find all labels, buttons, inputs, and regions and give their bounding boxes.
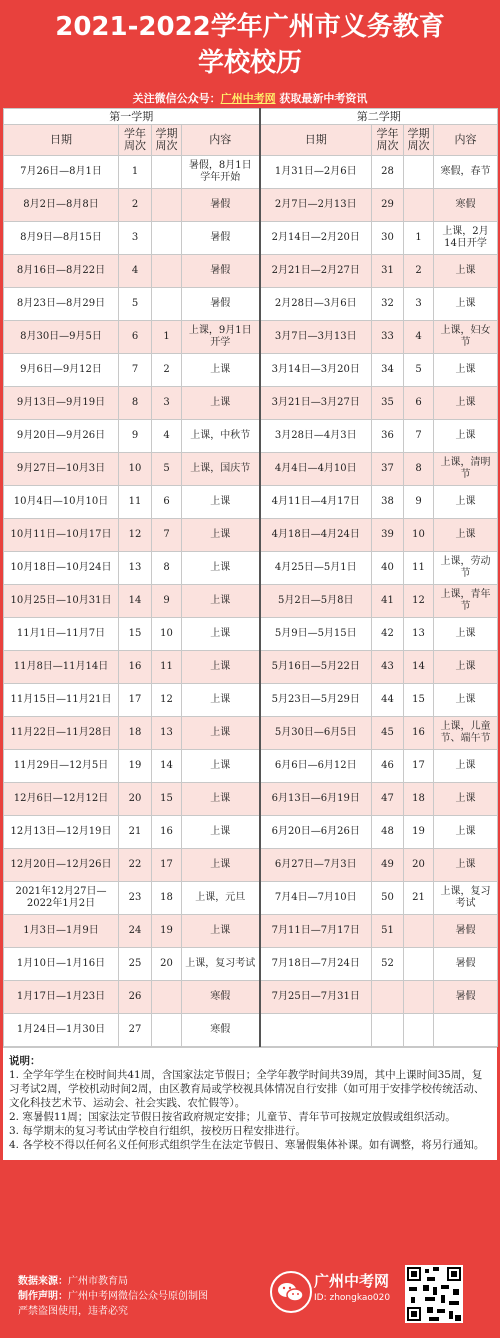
note-item: 4. 各学校不得以任何名义任何形式组织学生在法定节假日、寒暑假集体补课。如有调整，将另行通知。 (9, 1139, 485, 1151)
cell-term-week-1 (152, 288, 182, 321)
cell-date-1: 9月6日—9月12日 (4, 354, 119, 387)
cell-content-1: 上课 (182, 552, 260, 585)
cell-date-1: 9月13日—9月19日 (4, 387, 119, 420)
cell-term-week-2 (404, 156, 434, 189)
table-row (4, 189, 498, 222)
cell-content-2: 上课，2月14日开学 (434, 222, 498, 255)
cell-term-week-1: 20 (152, 948, 182, 981)
table-row (4, 519, 498, 552)
cell-date-1: 1月10日—1月16日 (4, 948, 119, 981)
cell-date-2: 5月2日—5月8日 (260, 585, 372, 618)
cell-year-week-1: 7 (119, 354, 152, 387)
cell-term-week-1: 4 (152, 420, 182, 453)
cell-date-1: 1月3日—1月9日 (4, 915, 119, 948)
table-row (4, 387, 498, 420)
cell-date-2: 4月25日—5月1日 (260, 552, 372, 585)
page-title-line2: 学校校历 (197, 48, 302, 78)
cell-term-week-1: 9 (152, 585, 182, 618)
cell-year-week-1: 20 (119, 783, 152, 816)
cell-content-2: 寒假 (434, 189, 498, 222)
cell-date-2: 6月6日—6月12日 (260, 750, 372, 783)
cell-content-1: 暑假 (182, 255, 260, 288)
cell-content-2: 上课 (434, 618, 498, 651)
credit-line (18, 1290, 208, 1303)
cell-term-week-1: 5 (152, 453, 182, 486)
cell-date-2: 2月7日—2月13日 (260, 189, 372, 222)
subtitle-suffix: 获取最新中考资讯 (275, 92, 368, 105)
cell-year-week-2: 32 (372, 288, 404, 321)
footer (0, 1255, 500, 1338)
cell-term-week-1: 14 (152, 750, 182, 783)
cell-content-1: 上课 (182, 915, 260, 948)
cell-date-1: 1月17日—1月23日 (4, 981, 119, 1014)
qr-code-icon[interactable] (405, 1265, 463, 1323)
cell-year-week-2 (372, 981, 404, 1014)
cell-content-1: 暑假 (182, 189, 260, 222)
credit-label: 制作声明： (18, 1291, 68, 1302)
cell-year-week-2: 37 (372, 453, 404, 486)
cell-year-week-1: 12 (119, 519, 152, 552)
cell-date-1: 2021年12月27日—2022年1月2日 (4, 882, 119, 915)
cell-year-week-2: 42 (372, 618, 404, 651)
cell-year-week-2: 28 (372, 156, 404, 189)
col-content-2: 内容 (434, 125, 498, 156)
cell-term-week-1: 15 (152, 783, 182, 816)
note-item: 1. 全学年学生在校时间共41周，含国家法定节假日；全学年教学时间共39周，其中上课时间35周，复习考试2周，学校机动时间2周，由区教育局或学校视具体情况自行安排（如可用于安排学校传统活动、文化科技艺术节、运动会、社会实践、农忙假等）。 (9, 1069, 485, 1109)
cell-date-2: 7月18日—7月24日 (260, 948, 372, 981)
cell-content-2 (434, 1014, 498, 1047)
col-date-1: 日期 (4, 125, 119, 156)
cell-term-week-2: 18 (404, 783, 434, 816)
cell-year-week-2: 43 (372, 651, 404, 684)
brand-name: 广州中考网 (314, 1272, 390, 1290)
cell-date-2: 3月14日—3月20日 (260, 354, 372, 387)
col-year-week-1: 学年周次 (119, 125, 152, 156)
table-row (4, 585, 498, 618)
table-row (4, 354, 498, 387)
cell-date-2: 4月11日—4月17日 (260, 486, 372, 519)
cell-year-week-1: 24 (119, 915, 152, 948)
cell-year-week-2: 30 (372, 222, 404, 255)
cell-term-week-2: 7 (404, 420, 434, 453)
table-row (4, 750, 498, 783)
cell-term-week-2: 6 (404, 387, 434, 420)
cell-date-1: 11月15日—11月21日 (4, 684, 119, 717)
note-item: 3. 每学期末的复习考试由学校自行组织，按校历日程安排进行。 (9, 1125, 306, 1137)
cell-content-1: 上课 (182, 387, 260, 420)
cell-term-week-2: 9 (404, 486, 434, 519)
table-row (4, 618, 498, 651)
cell-year-week-1: 23 (119, 882, 152, 915)
cell-content-2: 上课 (434, 519, 498, 552)
cell-year-week-1: 16 (119, 651, 152, 684)
cell-date-1: 11月8日—11月14日 (4, 651, 119, 684)
cell-content-2: 上课 (434, 816, 498, 849)
cell-year-week-1: 8 (119, 387, 152, 420)
cell-date-1: 7月26日—8月1日 (4, 156, 119, 189)
cell-year-week-1: 22 (119, 849, 152, 882)
col-year-week-2: 学年周次 (372, 125, 404, 156)
cell-content-1: 上课 (182, 684, 260, 717)
table-row (4, 717, 498, 750)
cell-content-2: 上课 (434, 750, 498, 783)
table-row (4, 222, 498, 255)
cell-term-week-1 (152, 981, 182, 1014)
cell-year-week-1: 21 (119, 816, 152, 849)
table-row (4, 882, 498, 915)
cell-date-2: 7月11日—7月17日 (260, 915, 372, 948)
cell-term-week-1: 13 (152, 717, 182, 750)
cell-year-week-2: 34 (372, 354, 404, 387)
cell-date-2: 7月4日—7月10日 (260, 882, 372, 915)
cell-year-week-2: 46 (372, 750, 404, 783)
cell-content-1: 上课 (182, 519, 260, 552)
cell-content-1: 暑假 (182, 222, 260, 255)
cell-content-2: 上课，青年节 (434, 585, 498, 618)
cell-year-week-2: 44 (372, 684, 404, 717)
cell-year-week-1: 18 (119, 717, 152, 750)
cell-year-week-2: 38 (372, 486, 404, 519)
cell-term-week-1 (152, 1014, 182, 1047)
cell-year-week-1: 11 (119, 486, 152, 519)
cell-date-1: 11月22日—11月28日 (4, 717, 119, 750)
cell-date-1: 8月23日—8月29日 (4, 288, 119, 321)
cell-term-week-2: 15 (404, 684, 434, 717)
cell-term-week-2: 16 (404, 717, 434, 750)
cell-content-1: 上课 (182, 717, 260, 750)
cell-content-2: 上课 (434, 783, 498, 816)
cell-content-2: 暑假 (434, 981, 498, 1014)
page-title-line1: 2021-2022学年广州市义务教育 (55, 12, 445, 42)
credit-value: 广州中考网微信公众号原创制图 (68, 1291, 208, 1302)
cell-term-week-1: 6 (152, 486, 182, 519)
cell-content-2: 上课 (434, 420, 498, 453)
cell-term-week-1 (152, 255, 182, 288)
cell-date-2: 2月21日—2月27日 (260, 255, 372, 288)
cell-term-week-2: 11 (404, 552, 434, 585)
cell-year-week-2: 47 (372, 783, 404, 816)
cell-term-week-2: 14 (404, 651, 434, 684)
cell-term-week-2: 4 (404, 321, 434, 354)
cell-term-week-1: 16 (152, 816, 182, 849)
cell-content-2: 暑假 (434, 948, 498, 981)
cell-content-1: 上课，元旦 (182, 882, 260, 915)
cell-date-2: 5月30日—6月5日 (260, 717, 372, 750)
cell-year-week-2: 29 (372, 189, 404, 222)
cell-date-1: 12月13日—12月19日 (4, 816, 119, 849)
col-date-2: 日期 (260, 125, 372, 156)
cell-year-week-1: 25 (119, 948, 152, 981)
cell-content-2: 寒假，春节 (434, 156, 498, 189)
table-row (4, 156, 498, 189)
cell-term-week-1: 12 (152, 684, 182, 717)
table-row (4, 255, 498, 288)
cell-content-1: 暑假，8月1日学年开始 (182, 156, 260, 189)
cell-term-week-1: 8 (152, 552, 182, 585)
cell-content-1: 寒假 (182, 1014, 260, 1047)
col-term-week-2: 学期周次 (404, 125, 434, 156)
cell-content-1: 上课，中秋节 (182, 420, 260, 453)
cell-year-week-2: 41 (372, 585, 404, 618)
cell-term-week-2: 12 (404, 585, 434, 618)
cell-year-week-1: 2 (119, 189, 152, 222)
cell-term-week-2: 17 (404, 750, 434, 783)
cell-content-2: 上课 (434, 354, 498, 387)
table-row (4, 816, 498, 849)
table-row (4, 552, 498, 585)
cell-term-week-2 (404, 1014, 434, 1047)
cell-year-week-1: 6 (119, 321, 152, 354)
cell-term-week-2: 3 (404, 288, 434, 321)
cell-term-week-2: 8 (404, 453, 434, 486)
semester-header-row (4, 109, 498, 125)
cell-year-week-2: 49 (372, 849, 404, 882)
cell-year-week-2: 45 (372, 717, 404, 750)
cell-term-week-2: 5 (404, 354, 434, 387)
cell-content-1: 上课 (182, 651, 260, 684)
cell-term-week-2: 13 (404, 618, 434, 651)
header (0, 0, 500, 108)
cell-term-week-1: 1 (152, 321, 182, 354)
table-row (4, 453, 498, 486)
cell-date-1: 8月9日—8月15日 (4, 222, 119, 255)
table-row (4, 288, 498, 321)
cell-term-week-2 (404, 189, 434, 222)
cell-content-1: 上课 (182, 354, 260, 387)
cell-term-week-1 (152, 222, 182, 255)
cell-year-week-1: 9 (119, 420, 152, 453)
cell-date-2: 5月16日—5月22日 (260, 651, 372, 684)
subtitle-prefix: 关注微信公众号： (132, 92, 221, 105)
cell-date-1: 10月4日—10月10日 (4, 486, 119, 519)
cell-term-week-1: 7 (152, 519, 182, 552)
cell-term-week-2: 21 (404, 882, 434, 915)
cell-content-1: 暑假 (182, 288, 260, 321)
cell-term-week-2: 1 (404, 222, 434, 255)
cell-content-2: 上课 (434, 849, 498, 882)
table-row (4, 915, 498, 948)
cell-date-1: 9月27日—10月3日 (4, 453, 119, 486)
col-term-week-1: 学期周次 (152, 125, 182, 156)
cell-content-1: 上课 (182, 849, 260, 882)
cell-date-2 (260, 1014, 372, 1047)
cell-year-week-1: 13 (119, 552, 152, 585)
cell-year-week-1: 15 (119, 618, 152, 651)
cell-year-week-1: 14 (119, 585, 152, 618)
cell-date-2: 3月7日—3月13日 (260, 321, 372, 354)
cell-content-2: 上课 (434, 288, 498, 321)
cell-date-1: 8月2日—8月8日 (4, 189, 119, 222)
cell-date-2: 6月20日—6月26日 (260, 816, 372, 849)
cell-term-week-1: 11 (152, 651, 182, 684)
cell-term-week-2: 19 (404, 816, 434, 849)
cell-content-1: 上课 (182, 618, 260, 651)
source-label: 数据来源： (18, 1276, 68, 1287)
cell-date-2: 1月31日—2月6日 (260, 156, 372, 189)
cell-year-week-1: 5 (119, 288, 152, 321)
cell-year-week-2: 51 (372, 915, 404, 948)
note-item: 2. 寒暑假11周；国家法定节假日按省政府规定安排；儿童节、青年节可按规定放假或组织活动。 (9, 1111, 456, 1123)
cell-year-week-2: 39 (372, 519, 404, 552)
cell-date-1: 10月18日—10月24日 (4, 552, 119, 585)
cell-content-1: 寒假 (182, 981, 260, 1014)
cell-content-1: 上课 (182, 750, 260, 783)
cell-date-1: 12月20日—12月26日 (4, 849, 119, 882)
table-row (4, 948, 498, 981)
cell-content-1: 上课 (182, 783, 260, 816)
brand-id: ID: zhongkao020 (314, 1293, 391, 1303)
table-row (4, 321, 498, 354)
table-row (4, 486, 498, 519)
cell-date-1: 8月30日—9月5日 (4, 321, 119, 354)
calendar-table (3, 108, 498, 1047)
cell-date-1: 12月6日—12月12日 (4, 783, 119, 816)
cell-content-1: 上课 (182, 585, 260, 618)
cell-date-2: 5月23日—5月29日 (260, 684, 372, 717)
table-row (4, 1014, 498, 1047)
semester1-title: 第一学期 (4, 109, 260, 125)
cell-date-2: 4月18日—4月24日 (260, 519, 372, 552)
cell-term-week-1: 3 (152, 387, 182, 420)
cell-year-week-2 (372, 1014, 404, 1047)
cell-year-week-2: 50 (372, 882, 404, 915)
copyright-warning: 严禁盗图使用，违者必究 (18, 1306, 128, 1317)
cell-content-2: 上课 (434, 684, 498, 717)
cell-content-2: 上课，复习考试 (434, 882, 498, 915)
table-row (4, 651, 498, 684)
calendar-card (3, 108, 497, 1047)
cell-content-2: 上课，儿童节、端午节 (434, 717, 498, 750)
cell-year-week-2: 40 (372, 552, 404, 585)
cell-year-week-2: 33 (372, 321, 404, 354)
cell-year-week-1: 4 (119, 255, 152, 288)
cell-date-2: 7月25日—7月31日 (260, 981, 372, 1014)
cell-date-2: 2月28日—3月6日 (260, 288, 372, 321)
cell-date-2: 3月21日—3月27日 (260, 387, 372, 420)
cell-term-week-1: 19 (152, 915, 182, 948)
source-line (18, 1275, 128, 1288)
semester2-title: 第二学期 (260, 109, 498, 125)
cell-year-week-1: 27 (119, 1014, 152, 1047)
cell-date-1: 8月16日—8月22日 (4, 255, 119, 288)
cell-date-1: 10月25日—10月31日 (4, 585, 119, 618)
cell-date-2: 2月14日—2月20日 (260, 222, 372, 255)
cell-term-week-1 (152, 156, 182, 189)
cell-term-week-1: 18 (152, 882, 182, 915)
cell-year-week-2: 52 (372, 948, 404, 981)
column-header-row (4, 125, 498, 156)
cell-term-week-2: 2 (404, 255, 434, 288)
cell-content-2: 上课，劳动节 (434, 552, 498, 585)
cell-year-week-1: 3 (119, 222, 152, 255)
cell-content-1: 上课，国庆节 (182, 453, 260, 486)
cell-content-2: 上课，清明节 (434, 453, 498, 486)
cell-term-week-1: 10 (152, 618, 182, 651)
cell-date-1: 10月11日—10月17日 (4, 519, 119, 552)
cell-content-1: 上课，复习考试 (182, 948, 260, 981)
cell-date-1: 11月1日—11月7日 (4, 618, 119, 651)
cell-term-week-2: 10 (404, 519, 434, 552)
cell-term-week-2 (404, 948, 434, 981)
cell-term-week-1: 2 (152, 354, 182, 387)
cell-year-week-1: 10 (119, 453, 152, 486)
table-row (4, 849, 498, 882)
cell-date-1: 1月24日—1月30日 (4, 1014, 119, 1047)
cell-content-1: 上课，9月1日开学 (182, 321, 260, 354)
cell-year-week-1: 19 (119, 750, 152, 783)
cell-date-1: 11月29日—12月5日 (4, 750, 119, 783)
cell-term-week-2 (404, 915, 434, 948)
cell-date-2: 6月13日—6月19日 (260, 783, 372, 816)
table-row (4, 981, 498, 1014)
cell-content-2: 上课 (434, 486, 498, 519)
table-row (4, 783, 498, 816)
cell-year-week-1: 26 (119, 981, 152, 1014)
table-row (4, 420, 498, 453)
cell-date-2: 3月28日—4月3日 (260, 420, 372, 453)
cell-date-2: 5月9日—5月15日 (260, 618, 372, 651)
cell-date-2: 4月4日—4月10日 (260, 453, 372, 486)
table-row (4, 684, 498, 717)
cell-content-2: 暑假 (434, 915, 498, 948)
cell-date-2: 6月27日—7月3日 (260, 849, 372, 882)
cell-year-week-1: 17 (119, 684, 152, 717)
cell-content-2: 上课 (434, 255, 498, 288)
col-content-1: 内容 (182, 125, 260, 156)
notes (3, 1047, 497, 1160)
cell-year-week-2: 35 (372, 387, 404, 420)
cell-year-week-2: 48 (372, 816, 404, 849)
cell-term-week-1 (152, 189, 182, 222)
cell-term-week-2 (404, 981, 434, 1014)
cell-content-1: 上课 (182, 486, 260, 519)
cell-date-1: 9月20日—9月26日 (4, 420, 119, 453)
cell-term-week-2: 20 (404, 849, 434, 882)
cell-year-week-2: 31 (372, 255, 404, 288)
cell-content-1: 上课 (182, 816, 260, 849)
cell-year-week-2: 36 (372, 420, 404, 453)
cell-content-2: 上课，妇女节 (434, 321, 498, 354)
notes-label: 说明： (9, 1055, 41, 1067)
cell-term-week-1: 17 (152, 849, 182, 882)
cell-content-2: 上课 (434, 387, 498, 420)
wechat-account-link[interactable]: 广州中考网 (220, 92, 276, 105)
source-value: 广州市教育局 (68, 1276, 128, 1287)
wechat-logo-icon (270, 1271, 312, 1313)
calendar-rows (4, 156, 498, 1047)
subtitle (0, 90, 500, 108)
cell-content-2: 上课 (434, 651, 498, 684)
cell-year-week-1: 1 (119, 156, 152, 189)
